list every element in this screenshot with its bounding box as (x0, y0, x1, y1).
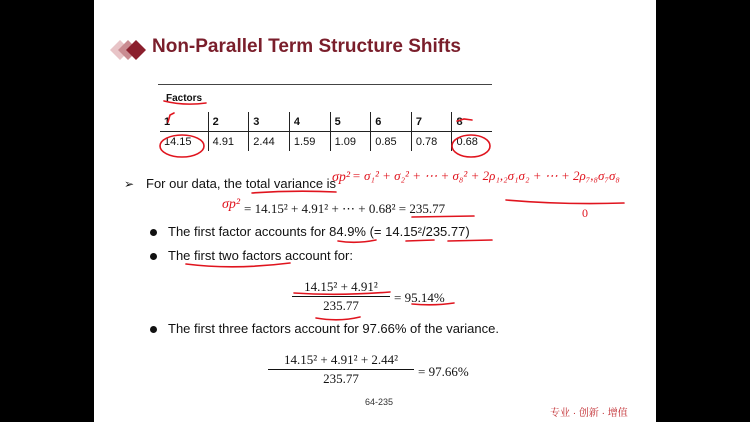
bullet-three-factors: The first three factors account for 97.66% of the variance. (168, 321, 499, 336)
factor-value: 0.68 (452, 132, 492, 152)
factors-table (160, 112, 492, 151)
fraction-two-factors (292, 279, 390, 314)
factor-value: 1.59 (289, 132, 330, 152)
factor-header: 3 (249, 112, 290, 132)
handwritten-sigma-p: σp² (332, 170, 351, 185)
factor-header: 6 (371, 112, 412, 132)
bullet-dot-icon (150, 326, 157, 333)
fraction-numerator: 14.15² + 4.91² + 2.44² (283, 352, 399, 367)
fraction-two-result: = 95.14% (394, 290, 445, 305)
factors-header-row (160, 112, 492, 132)
factor-value: 14.15 (164, 135, 192, 148)
fraction-bar (292, 296, 390, 297)
bullet-dot-icon (150, 229, 157, 236)
factor-value: 4.91 (208, 132, 249, 152)
factor-header: 5 (330, 112, 371, 132)
factor-header: 7 (411, 112, 452, 132)
fraction-denominator: 235.77 (323, 371, 359, 386)
slide-title: Non-Parallel Term Structure Shifts (152, 36, 461, 57)
handwritten-expansion: = σ₁² + σ₂² + ⋯ + σ₈² + 2ρ₁,₂σ₁σ₂ + ⋯ + 2ρ₇,₈σ₇σ₈ (352, 168, 620, 183)
factor-value: 0.85 (371, 132, 412, 152)
bullet-first-factor: The first factor accounts for 84.9% (= 14.15²/235.77) (168, 224, 470, 239)
fraction-numerator: 14.15² + 4.91² (304, 279, 378, 294)
table-top-rule (158, 84, 492, 85)
fraction-bar (268, 369, 414, 370)
diamond-logo-icon (108, 36, 148, 64)
factor-header: 4 (289, 112, 330, 132)
factor-value: 1.09 (330, 132, 371, 152)
slide (94, 0, 656, 422)
total-variance-text: For our data, the total variance is (146, 176, 337, 191)
variance-formula: = 14.15² + 4.91² + ⋯ + 0.68² = 235.77 (244, 201, 446, 216)
footer-brand: 专业 · 创新 · 增值 (550, 408, 628, 419)
factor-header: 2 (208, 112, 249, 132)
handwritten-sigma-p-2: σp² (222, 197, 241, 212)
page-number: 64-235 (365, 397, 394, 407)
fraction-three-result: = 97.66% (418, 364, 469, 379)
factor-value: 0.78 (411, 132, 452, 152)
arrow-bullet-icon: ➢ (124, 177, 135, 191)
fraction-denominator: 235.77 (323, 298, 359, 313)
factor-value: 2.44 (249, 132, 290, 152)
fraction-three-factors (268, 352, 414, 387)
factor-header: 8 (452, 112, 492, 132)
bullet-two-factors: The first two factors account for: (168, 248, 353, 263)
factors-label: Factors (166, 93, 203, 104)
factor-header: 1 (160, 112, 208, 132)
factors-value-row (160, 132, 492, 152)
handwritten-zero: 0 (582, 206, 588, 220)
bullet-dot-icon (150, 253, 157, 260)
